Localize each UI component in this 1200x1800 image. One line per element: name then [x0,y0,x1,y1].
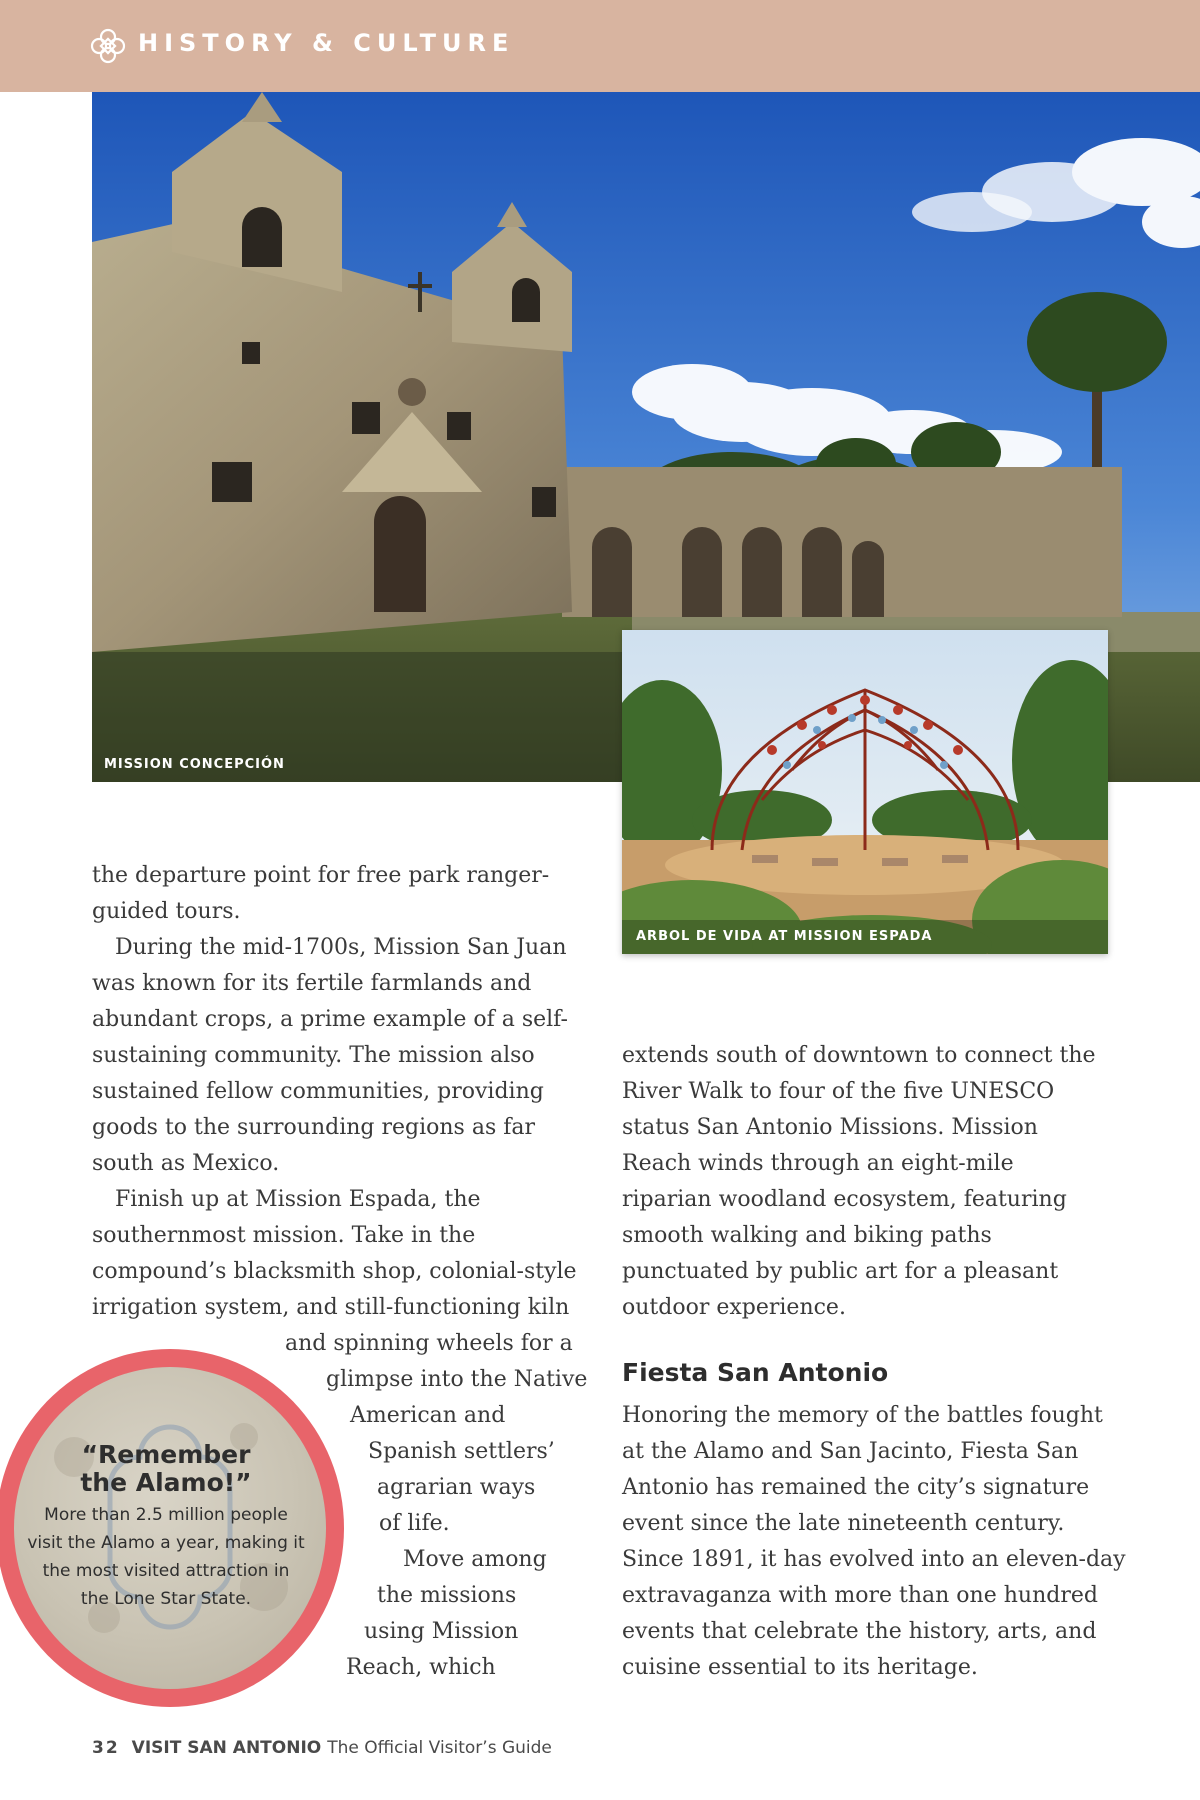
left-column-line: irrigation system, and still-functioning kiln [92,1295,570,1320]
left-column-line: Finish up at Mission Espada, the [115,1187,481,1212]
fiesta-line: Antonio has remained the city’s signature [622,1475,1090,1500]
inset-photo-caption: ARBOL DE VIDA AT MISSION ESPADA [636,929,933,944]
left-column-line: During the mid-1700s, Mission San Juan [115,935,567,960]
left-column-line: goods to the surrounding regions as far [92,1115,536,1140]
right-column-line: River Walk to four of the five UNESCO [622,1079,1055,1104]
footer-guide-title: The Official Visitor’s Guide [327,1738,552,1758]
right-column-line: riparian woodland ecosystem, featuring [622,1187,1067,1212]
left-column-line: Spanish settlers’ [368,1439,555,1464]
right-column-line: smooth walking and biking paths [622,1223,992,1248]
callout-body-line: the Lone Star State. [80,1589,252,1609]
right-column-line: status San Antonio Missions. Mission [622,1115,1038,1140]
left-column-line: glimpse into the Native [326,1367,588,1392]
fiesta-line: event since the late nineteenth century. [622,1511,1065,1536]
left-column-line: southernmost mission. Take in the [92,1223,476,1248]
left-column-line: the missions [377,1583,517,1608]
callout-title-line: the Alamo!” [80,1468,252,1497]
fiesta-line: extravaganza with more than one hundred [622,1583,1098,1608]
callout-body-line: More than 2.5 million people [44,1505,288,1525]
left-column-line: and spinning wheels for a [285,1331,573,1356]
left-column-line: sustained fellow communities, providing [92,1079,544,1104]
main-photo-caption: MISSION CONCEPCIÓN [104,757,285,772]
right-column-line: extends south of downtown to connect the [622,1043,1096,1068]
left-column-line: guided tours. [92,899,241,924]
left-column-line: sustaining community. The mission also [92,1043,535,1068]
left-column-line: using Mission [364,1619,519,1644]
callout-body-line: visit the Alamo a year, making it [27,1533,305,1553]
right-column-line: outdoor experience. [622,1295,846,1320]
page-footer [92,1738,552,1758]
left-column-line: abundant crops, a prime example of a self- [92,1007,568,1032]
callout-title-line: “Remember [81,1440,251,1469]
right-column-line: Reach winds through an eight-mile [622,1151,1014,1176]
footer-brand: VISIT SAN ANTONIO [131,1738,322,1758]
left-column-line: of life. [379,1511,450,1536]
quatrefoil-emblem-icon [90,28,126,64]
alamo-callout-badge [0,1349,344,1707]
left-column-line: the departure point for free park ranger- [92,863,550,888]
left-column-line: Move among [403,1547,547,1572]
callout-body-line: the most visited attraction in [42,1561,290,1581]
page-number: 32 [92,1738,120,1758]
fiesta-line: events that celebrate the history, arts, and [622,1619,1097,1644]
left-column-line: was known for its fertile farmlands and [92,971,532,996]
left-column-line: American and [350,1403,506,1428]
fiesta-line: Honoring the memory of the battles fought [622,1403,1103,1428]
left-column-line: compound’s blacksmith shop, colonial-style [92,1259,577,1284]
left-column-line: agrarian ways [377,1475,536,1500]
fiesta-line: cuisine essential to its heritage. [622,1655,978,1680]
fiesta-line: at the Alamo and San Jacinto, Fiesta San [622,1439,1079,1464]
fiesta-heading: Fiesta San Antonio [622,1358,889,1387]
fiesta-line: Since 1891, it has evolved into an eleven-day [622,1547,1126,1572]
section-title: HISTORY & CULTURE [138,29,515,57]
arbol-de-vida-photo [622,630,1108,954]
right-column-line: punctuated by public art for a pleasant [622,1259,1059,1284]
left-column-line: Reach, which [346,1655,496,1680]
left-column-line: south as Mexico. [92,1151,280,1176]
